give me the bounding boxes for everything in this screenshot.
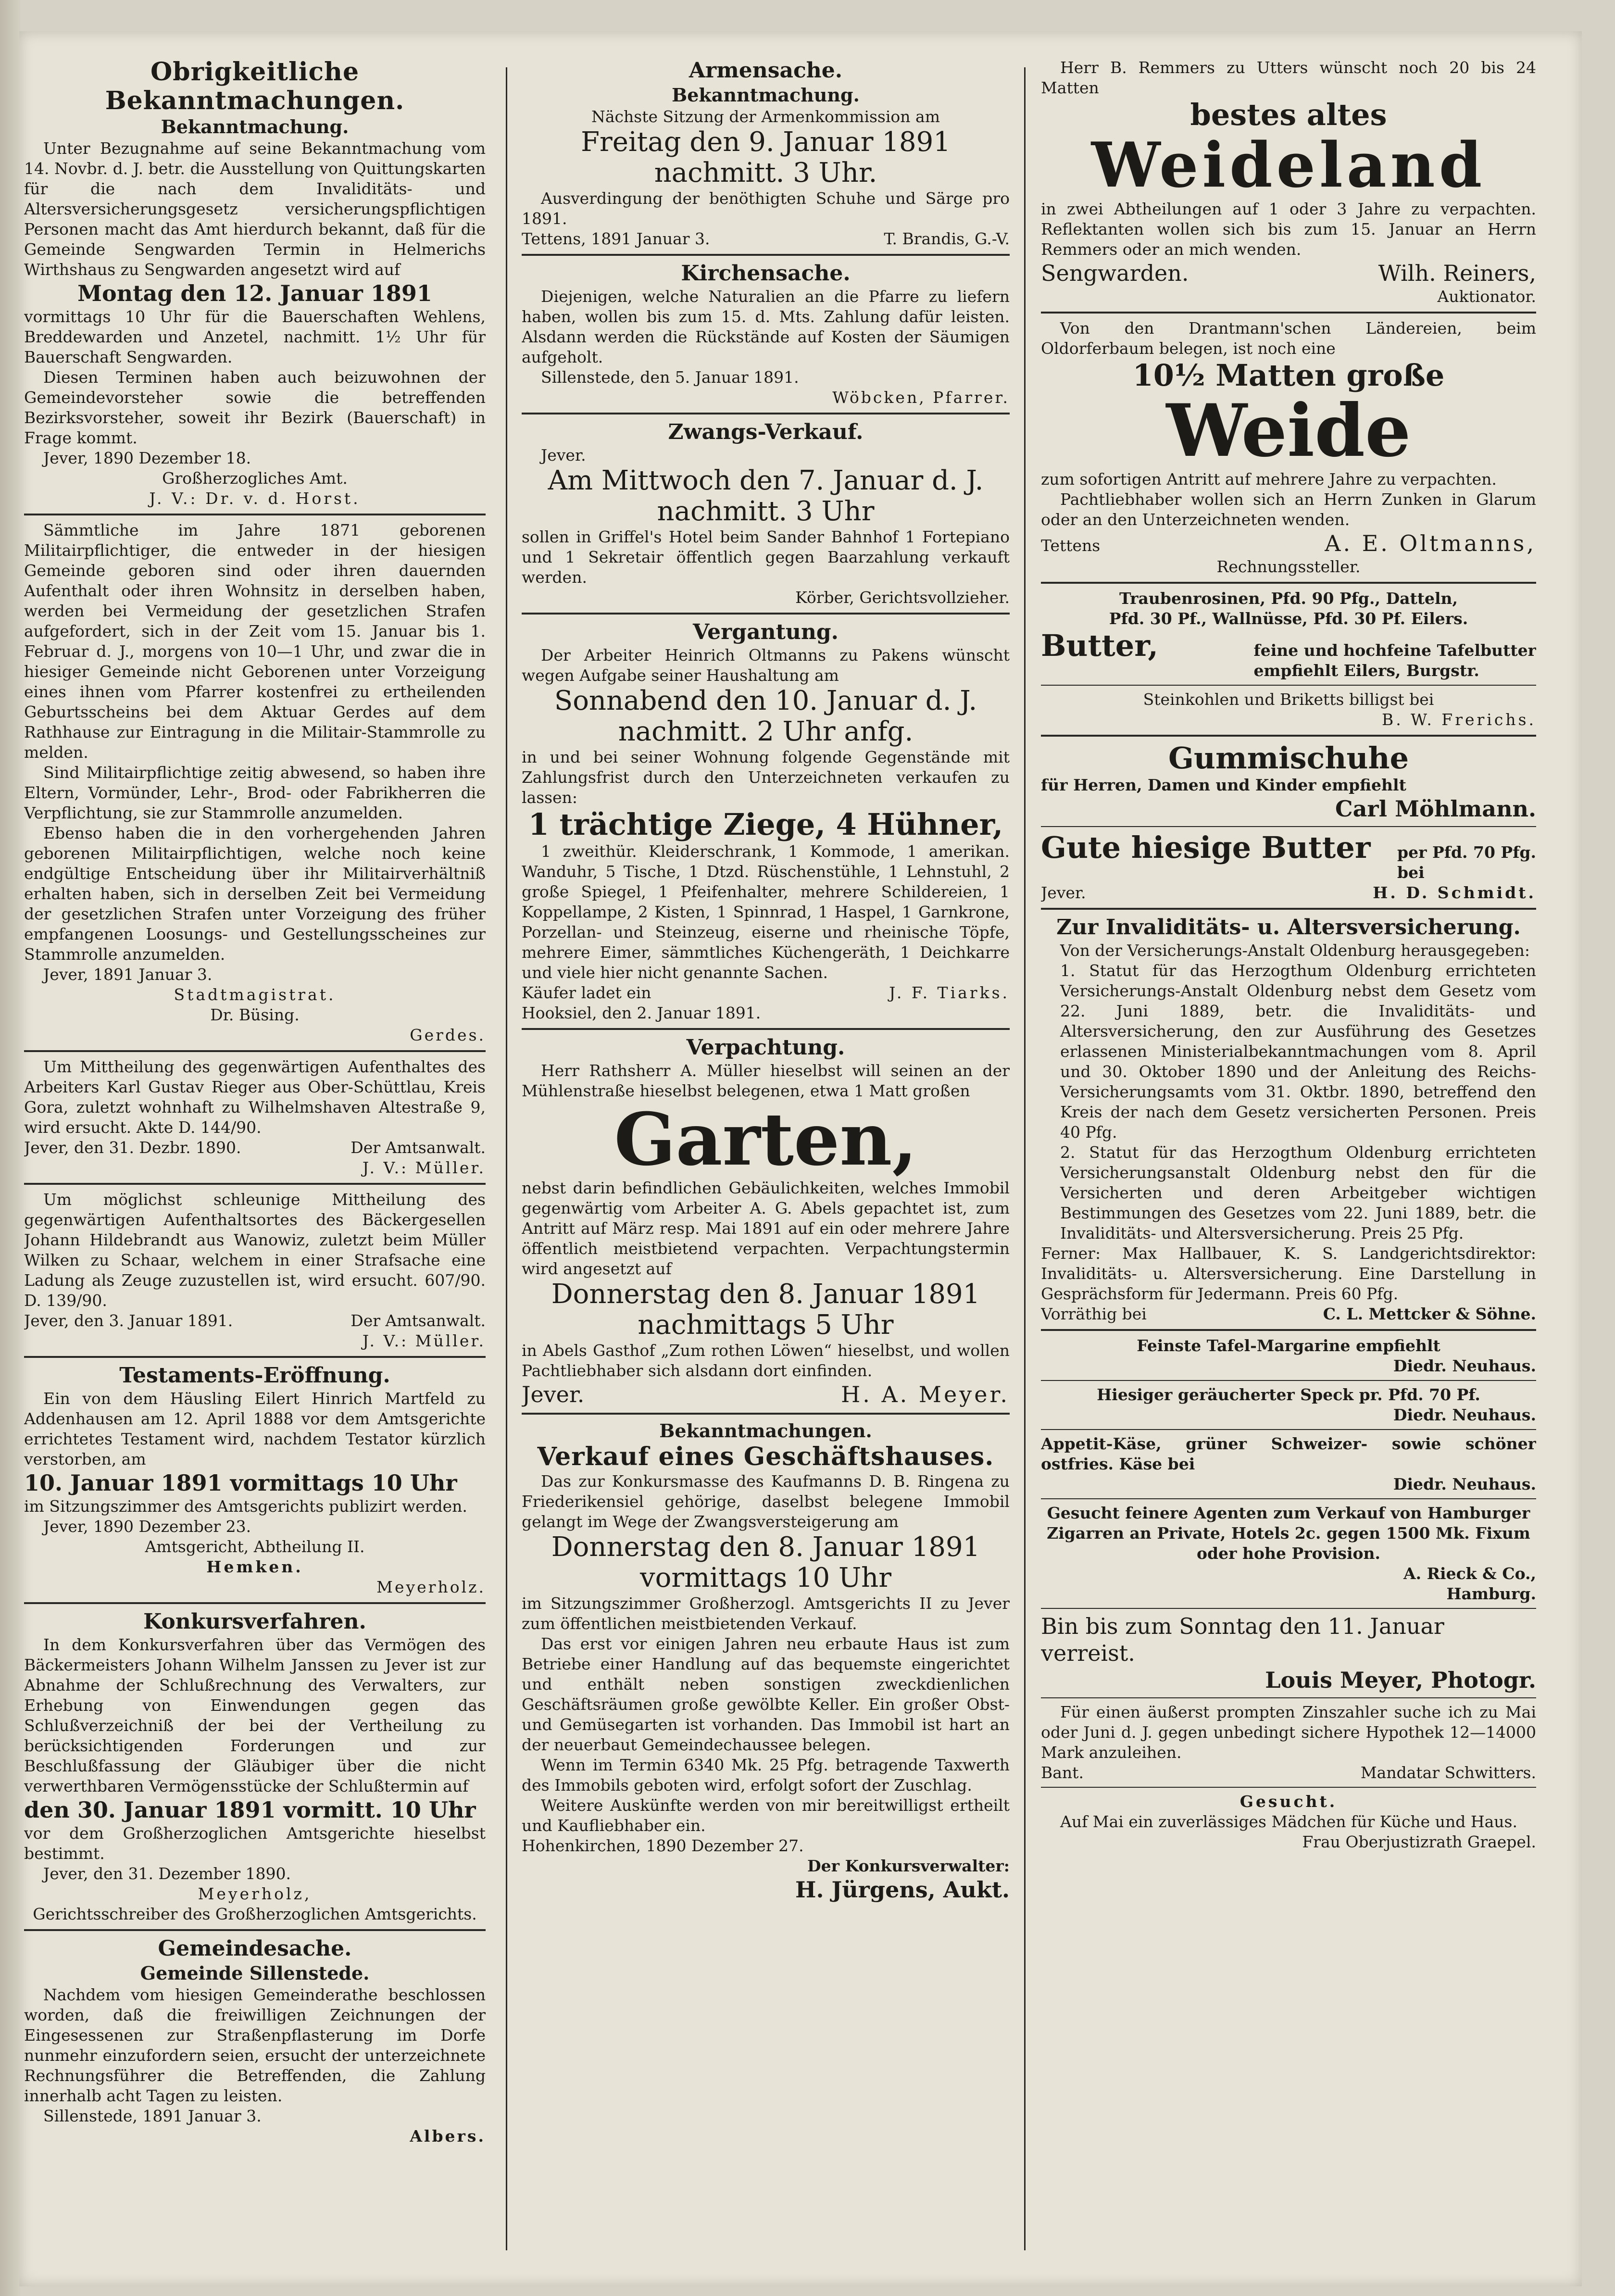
ad-place: Sengwarden. <box>1041 260 1189 286</box>
divider <box>1041 1498 1536 1499</box>
notice-body: Diesen Terminen haben auch beizuwohnen der Gemeindevorsteher sowie die betreffenden Bezirksvorsteher, soweit ihr Bezirk (Bauerschaft) in Frage kommt. <box>24 368 486 447</box>
notice-testament <box>24 1363 486 1597</box>
ad-intro: Von den Drantmann'schen Ländereien, beim Oldorferbaum belegen, ist noch eine <box>1041 319 1536 358</box>
notice-body: in Abels Gasthof „Zum rothen Löwen“ hieselbst, und wollen Pachtliebhaber sich alsdann dort einfinden. <box>522 1341 1010 1380</box>
notice-body: Ebenso haben die in den vorhergehenden Jahren geborenen Militairpflichtigen, welche noch keine endgültige Entscheidung über ihr Militairverhältniß erhalten haben, sich in derselben Zeit bei Vermeidung der gesetzlichen Strafen unter Vorzeigung des früher empfangenen Loosungs- und Gestellungsscheines zur Stammrolle anzumelden. <box>24 824 486 964</box>
notice-place-date: Jever, den 3. Januar 1891. <box>24 1311 233 1330</box>
notice-place: Jever. <box>541 446 586 464</box>
notice-body: Um möglichst schleunige Mittheilung des gegenwärtigen Aufenthaltsortes des Bäckergesellen Johann Hildebrandt aus Wanowiz, zuletzt beim Müller Wilken zu Schaar, welchem in einer Strafsache eine Ladung als Zeuge zuzustellen ist, wird ersucht. 607/90. D. 139/90. <box>24 1190 486 1310</box>
divider <box>1041 582 1536 584</box>
ad-butter-eilers <box>1041 629 1536 681</box>
ad-weideland <box>1041 58 1536 307</box>
ad-place: Bant. <box>1041 1763 1084 1782</box>
divider <box>1041 735 1536 737</box>
notice-signer: T. Brandis, G.-V. <box>884 229 1010 248</box>
notice-date: Freitag den 9. Januar 1891 <box>581 126 951 158</box>
ad-line: Vorräthig bei <box>1041 1305 1147 1323</box>
ad-line: 10½ Matten große <box>1132 358 1445 393</box>
divider <box>1041 1787 1536 1788</box>
divider <box>1041 685 1536 686</box>
notice-place-date: Jever, 1890 Dezember 23. <box>43 1517 251 1536</box>
ad-signer: A. Rieck & Co., <box>1403 1564 1536 1583</box>
notice-quittungskarten <box>24 58 486 509</box>
notice-zwangsverkauf <box>522 419 1010 608</box>
ad-line: feine und hochfeine Tafelbutter <box>1253 641 1536 660</box>
notice-body: Ein von dem Häusling Eilert Hinrich Martfeld zu Addenhausen am 12. April 1888 vor dem Amtsgerichte errichtetes Testament wird, nachdem Testator kürzlich verstorben, am <box>24 1389 486 1468</box>
ad-line: Pfd. 30 Pf., Wallnüsse, Pfd. 30 Pf. Eilers. <box>1109 609 1468 628</box>
notice-rieger <box>24 1057 486 1178</box>
notice-place-date: Hooksiel, den 2. Januar 1891. <box>522 1004 761 1022</box>
notice-body: Ausverdingung der benöthigten Schuhe und Särge pro 1891. <box>522 189 1010 228</box>
notice-geschaeftshaus <box>522 1419 1010 1903</box>
notice-date: den 30. Januar 1891 vormitt. 10 Uhr <box>24 1797 476 1823</box>
notice-date: Donnerstag den 8. Januar 1891 <box>551 1531 980 1563</box>
ad-signer: Carl Möhlmann. <box>1335 796 1536 822</box>
ad-role: Auktionator. <box>1437 287 1536 306</box>
column-3 <box>1041 58 1536 1852</box>
notice-signer: J. V.: Müller. <box>362 1158 486 1177</box>
ad-weide <box>1041 318 1536 577</box>
notice-body: Nächste Sitzung der Armenkommission am <box>591 107 940 126</box>
notice-signer: J. V.: Müller. <box>362 1331 486 1350</box>
notice-signer: Albers. <box>410 2127 486 2145</box>
notice-body: im Sitzungszimmer Großherzogl. Amtsgerichts II zu Jever zum öffentlichen meistbietenden Verkauf. <box>522 1594 1010 1633</box>
notice-office: Der Amtsanwalt. <box>351 1311 486 1330</box>
ad-signer: Diedr. Neuhaus. <box>1393 1475 1536 1493</box>
divider <box>1041 826 1536 827</box>
notice-body: vormittags 10 Uhr für die Bauerschaften Wehlens, Breddewarden und Anzetel, nachmitt. 1½ Uhr für Bauerschaft Sengwarden. <box>24 307 486 366</box>
notice-subheading: Bekanntmachung. <box>672 84 860 106</box>
ad-invaliditaet <box>1041 915 1536 1324</box>
notice-signer: Meyerholz. <box>376 1578 486 1596</box>
notice-office: Der Amtsanwalt. <box>351 1138 486 1157</box>
ad-line: Steinkohlen und Briketts billigst bei <box>1143 690 1434 709</box>
notice-subheading: Bekanntmachungen. <box>659 1420 872 1442</box>
column-2 <box>522 58 1010 1903</box>
notice-signer: J. F. Tiarks. <box>889 983 1010 1002</box>
notice-body: sollen in Griffel's Hotel beim Sander Bahnhof 1 Fortepiano und 1 Sekretair öffentlich gegen Baarzahlung verkauft werden. <box>522 527 1010 587</box>
ad-line: für Herren, Damen und Kinder empfiehlt <box>1041 776 1406 794</box>
notice-signer: Körber, Gerichtsvollzieher. <box>795 588 1010 607</box>
notice-office: Stadtmagistrat. <box>174 985 336 1004</box>
notice-date: 10. Januar 1891 vormittags 10 Uhr <box>24 1470 457 1496</box>
notice-heading: Zwangs-Verkauf. <box>668 420 864 444</box>
notice-date: Donnerstag den 8. Januar 1891 <box>551 1279 980 1310</box>
notice-date: Am Mittwoch den 7. Januar d. J. <box>548 465 984 496</box>
divider <box>1041 312 1536 314</box>
ad-big-word: Butter, <box>1041 628 1158 663</box>
ad-line: Auf Mai ein zuverlässiges Mädchen für Küche und Haus. <box>1060 1812 1517 1831</box>
divider <box>1041 1329 1536 1331</box>
notice-heading: Verpachtung. <box>686 1035 845 1060</box>
notice-place-date: Jever, den 31. Dezbr. 1890. <box>24 1138 241 1157</box>
notice-body: nebst darin befindlichen Gebäulichkeiten, welches Immobil gegenwärtig vom Arbeiter A. G. Abels gepachtet ist, zum Antritt auf März resp. Mai 1891 auf ein oder mehrere Jahre öffentlich meistbietend verpachten. Verpachtungstermin wird angesetzt auf <box>522 1179 1010 1278</box>
ad-rosinen <box>1041 589 1536 629</box>
notice-heading: Konkursverfahren. <box>143 1609 366 1634</box>
ad-signer: A. E. Oltmanns, <box>1325 530 1536 556</box>
divider <box>522 413 1010 414</box>
divider <box>24 514 486 515</box>
notice-place-date: Jever, den 31. Dezember 1890. <box>43 1864 291 1883</box>
notice-body: im Sitzungszimmer des Amtsgerichts publizirt werden. <box>24 1497 467 1516</box>
ad-big-word: Weideland <box>1091 129 1486 201</box>
notice-signer: Meyerholz, <box>198 1884 312 1903</box>
ad-body: zum sofortigen Antritt auf mehrere Jahre zu verpachten. <box>1041 470 1497 489</box>
ad-margarine <box>1041 1336 1536 1376</box>
notice-body: Weitere Auskünfte werden von mir bereitwilligst ertheilt und Kaufliebhaber ein. <box>522 1796 1010 1835</box>
ad-line: Traubenrosinen, Pfd. 90 Pfg., Datteln, <box>1119 589 1458 608</box>
ad-body: in zwei Abtheilungen auf 1 oder 3 Jahre zu verpachten. Reflektanten wollen sich bis zum 15. Januar an Herrn Remmers oder an mich wenden. <box>1041 200 1536 259</box>
ad-place: Hamburg. <box>1446 1584 1536 1603</box>
ad-line: Hiesiger geräucherter Speck pr. Pfd. 70 Pf. <box>1097 1385 1480 1404</box>
notice-time: nachmitt. 3 Uhr <box>657 496 875 527</box>
ad-big-word: Weide <box>1166 389 1411 473</box>
ad-intro: Herr B. Remmers zu Utters wünscht noch 20 bis 24 Matten <box>1041 58 1536 97</box>
ad-line: Appetit-Käse, grüner Schweizer- sowie schöner ostfries. Käse bei <box>1041 1434 1536 1473</box>
divider <box>1041 1608 1536 1609</box>
ad-place: Tettens <box>1041 536 1101 555</box>
page-edge <box>0 0 20 2296</box>
notice-place: Jever. <box>522 1381 585 1407</box>
ad-item: 2. Statut für das Herzogthum Oldenburg errichteten Versicherungsanstalt Oldenburg nebst den für die Versicherten und deren Arbeitgeber wichtigen Bestimmungen des Gesetzes vom 22. Juni 1889, betr. die Invaliditäts- und Altersversicherung. Preis 25 Pfg. <box>1060 1143 1536 1242</box>
notice-body: Herr Rathsherr A. Müller hieselbst will seinen an der Mühlenstraße hieselbst belegenen, etwa 1 Matt großen <box>522 1061 1010 1100</box>
ad-signer: H. D. Schmidt. <box>1373 883 1536 902</box>
notice-signer: Dr. Büsing. <box>210 1005 300 1024</box>
divider <box>24 1183 486 1185</box>
ad-item: Ferner: Max Hallbauer, K. S. Landgerichtsdirektor: Invaliditäts- u. Altersversicherung. Eine Darstellung in Gesprächsform für Jedermann. Preis 60 Pfg. <box>1041 1244 1536 1303</box>
divider <box>24 1356 486 1358</box>
notice-date: Sonnabend den 10. Januar d. J. <box>554 685 977 716</box>
ad-gesucht <box>1041 1792 1536 1852</box>
notice-militair <box>24 520 486 1045</box>
column-divider <box>506 67 507 2250</box>
ad-line: empfiehlt Eilers, Burgstr. <box>1253 661 1479 680</box>
notice-office: Großherzogliches Amt. <box>162 469 348 488</box>
ad-steinkohlen <box>1041 690 1536 730</box>
notice-body: Wenn im Termin 6340 Mk. 25 Pfg. betragende Taxwerth des Immobils geboten wird, erfolgt sofort der Zuschlag. <box>522 1756 1010 1794</box>
divider <box>522 1028 1010 1030</box>
ad-gute-butter <box>1041 831 1536 903</box>
notice-konkurs <box>24 1609 486 1924</box>
ad-signer: B. W. Frerichs. <box>1381 710 1536 729</box>
notice-heading: Testaments-Eröffnung. <box>119 1363 390 1388</box>
ad-line: bestes altes <box>1190 97 1387 132</box>
notice-place-date: Tettens, 1891 Januar 3. <box>522 229 710 248</box>
section-heading: Obrigkeitliche Bekanntmachungen. <box>105 58 405 115</box>
divider <box>1041 1380 1536 1381</box>
notice-heading: Kirchensache. <box>681 261 851 286</box>
ad-signer: Mandatar Schwitters. <box>1360 1763 1536 1782</box>
notice-signer: Wöbcken, Pfarrer. <box>832 388 1010 407</box>
ad-hypothek <box>1041 1702 1536 1783</box>
ad-line: Gesucht feinere Agenten zum Verkauf von Hamburger Zigarren an Private, Hotels 2c. gegen 1500 Mk. Fixum oder hohe Provision. <box>1047 1504 1530 1563</box>
ad-signer: Frau Oberjustizrath Graepel. <box>1302 1832 1536 1851</box>
ad-gummischuhe <box>1041 741 1536 822</box>
notice-vergantung <box>522 619 1010 1023</box>
ad-signer: Louis Meyer, Photogr. <box>1265 1667 1536 1693</box>
divider <box>24 1929 486 1931</box>
notice-signer: Hemken. <box>206 1557 303 1576</box>
ad-place: Jever. <box>1041 883 1086 902</box>
notice-body: Diejenigen, welche Naturalien an die Pfarre zu liefern haben, wollen bis zum 15. d. Mts. Zahlung dafür leisten. Alsdann werden die Rückstände auf Kosten der Säumigen aufgeholt. <box>522 287 1010 366</box>
notice-body: Nachdem vom hiesigen Gemeinderathe beschlossen worden, daß die freiwilligen Zeichnungen der Eingesessenen zur Straßenpflasterung im Dorfe nunmehr einzufordern seien, ersucht der unterzeichnete Rechnungsführer die Betreffenden, die Zahlung innerhalb acht Tagen zu leisten. <box>24 1985 486 2105</box>
ad-big-word: Gummischuhe <box>1168 740 1409 776</box>
notice-heading: Armensache. <box>689 58 843 83</box>
notice-signer: H. A. Meyer. <box>841 1381 1010 1407</box>
notice-hildebrandt <box>24 1190 486 1351</box>
notice-body: Unter Bezugnahme auf seine Bekanntmachung vom 14. Novbr. d. J. betr. die Ausstellung von Quittungskarten für die nach dem Invaliditäts- und Altersversicherungsgesetz versicherungspflichtigen Personen macht das Amt hierdurch bekannt, daß für die Gemeinde Sengwarden Termin in Helmerichs Wirthshaus zu Sengwarden angesetzt wird auf <box>24 139 486 279</box>
divider <box>1041 908 1536 910</box>
notice-place-date: Sillenstede, 1891 Januar 3. <box>43 2107 262 2125</box>
ad-signer: Diedr. Neuhaus. <box>1393 1356 1536 1375</box>
column-1 <box>24 58 486 2146</box>
notice-date: Montag den 12. Januar 1891 <box>77 280 432 306</box>
ad-verreist <box>1041 1613 1536 1694</box>
ad-signer: Wilh. Reiners, <box>1378 260 1536 286</box>
notice-place-date: Jever, 1891 Januar 3. <box>43 965 213 984</box>
notice-body: in und bei seiner Wohnung folgende Gegenstände mit Zahlungsfrist durch den Unterzeichneten verkaufen zu lassen: <box>522 748 1010 807</box>
notice-big-word: Garten, <box>614 1097 917 1182</box>
ad-kaese <box>1041 1434 1536 1494</box>
notice-body: Das erst vor einigen Jahren neu erbaute Haus ist zum Betriebe einer Handlung auf das bequemste eingerichtet und enthält neben sonstigen zweckdienlichen Geschäftsräumen große gewölbte Keller. Ein großer Obst- und Gemüsegarten ist vorhanden. Das Immobil ist hart an der neuerbaut Gemeindechaussee belegen. <box>522 1634 1010 1754</box>
ad-agenten <box>1041 1503 1536 1604</box>
notice-place-date: Jever, 1890 Dezember 18. <box>43 449 251 467</box>
ad-heading: Gesucht. <box>1239 1792 1338 1811</box>
notice-time: nachmittags 5 Uhr <box>638 1309 894 1341</box>
notice-signer: J. V.: Dr. v. d. Horst. <box>149 489 361 508</box>
notice-place-date: Hohenkirchen, 1890 Dezember 27. <box>522 1836 804 1855</box>
notice-body: Der Arbeiter Heinrich Oltmanns zu Pakens wünscht wegen Aufgabe seiner Haushaltung am <box>522 646 1010 685</box>
divider <box>24 1050 486 1052</box>
ad-role: Rechnungssteller. <box>1216 557 1361 576</box>
notice-office: Amtsgericht, Abtheilung II. <box>145 1537 365 1556</box>
notice-subheading: Bekanntmachung. <box>161 116 349 138</box>
notice-office: Gerichtsschreiber des Großherzoglichen Amtsgerichts. <box>33 1905 477 1923</box>
notice-kirchensache <box>522 261 1010 408</box>
notice-body: Das zur Konkursmasse des Kaufmanns D. B. Ringena zu Friederikensiel gehörige, daselbst belegene Immobil gelangt im Wege der Zwangsversteigerung am <box>522 1472 1010 1531</box>
ad-line: bei <box>1397 863 1425 882</box>
divider <box>522 613 1010 615</box>
notice-subheading: Gemeinde Sillenstede. <box>140 1962 370 1984</box>
ad-line: per Pfd. 70 Pfg. <box>1397 843 1536 862</box>
notice-gemeinde <box>24 1936 486 2146</box>
divider <box>522 1413 1010 1415</box>
notice-time: vormittags 10 Uhr <box>639 1562 891 1593</box>
divider <box>1041 1697 1536 1698</box>
notice-signer: Gerdes. <box>410 1026 486 1044</box>
ad-speck <box>1041 1385 1536 1425</box>
notice-time: nachmitt. 3 Uhr. <box>654 157 877 188</box>
divider <box>1041 1429 1536 1430</box>
notice-body: In dem Konkursverfahren über das Vermögen des Bäckermeisters Johann Wilhelm Janssen zu Jever ist zur Abnahme der Schlußrechnung des Verwalters, zur Erhebung von Einwendungen gegen das Schlußverzeichniß der bei der Vertheilung zu berücksichtigenden Forderungen und zur Beschlußfassung der Gläubiger über die nicht verwerthbaren Vermögensstücke der Schlußtermin auf <box>24 1635 486 1795</box>
column-divider <box>1024 67 1026 2250</box>
ad-signer: C. L. Mettcker & Söhne. <box>1323 1305 1536 1323</box>
ad-signer: Diedr. Neuhaus. <box>1393 1405 1536 1424</box>
notice-body: 1 zweithür. Kleiderschrank, 1 Kommode, 1 amerikan. Wanduhr, 5 Tische, 1 Dtzd. Rüschenstühle, 1 Lehnstuhl, 2 große Spiegel, 1 Pfeifenhalter, mehrere Schildereien, 1 Koppellampe, 2 Kisten, 1 Spinnrad, 1 Haspel, 1 Garnkrone, Porzellan- und Steinzeug, eiserne und rheinische Töpfe, mehrere Eimer, sämmtliches Küchengeräth, 1 Deichkarre und viele hier nicht genannte Sachen. <box>522 842 1010 982</box>
ad-line: Für einen äußerst prompten Zinszahler suche ich zu Mai oder Juni d. J. gegen unbedingt sichere Hypothek 12—14000 Mark anzuleihen. <box>1041 1703 1536 1762</box>
notice-place-date: Sillenstede, den 5. Januar 1891. <box>541 368 799 387</box>
notice-signer: H. Jürgens, Aukt. <box>795 1877 1010 1903</box>
ad-heading: Zur Invaliditäts- u. Altersversicherung. <box>1056 915 1521 940</box>
notice-body: vor dem Großherzoglichen Amtsgerichte hieselbst bestimmt. <box>24 1824 486 1863</box>
notice-heading: Vergantung. <box>693 620 839 644</box>
ad-line: Bin bis zum Sonntag den 11. Januar verreist. <box>1041 1613 1444 1666</box>
notice-heading: Gemeindesache. <box>158 1936 352 1961</box>
notice-body: Sind Militairpflichtige zeitig abwesend, so haben ihre Eltern, Vormünder, Lehr-, Brod- oder Fabrikherren die Verpflichtung, sie zur Stammrolle anzumelden. <box>24 763 486 822</box>
notice-buyers: Käufer ladet ein <box>522 983 651 1002</box>
notice-body: Um Mittheilung des gegenwärtigen Aufenthaltes des Arbeiters Karl Gustav Rieger aus Ober-Schüttlau, Kreis Gora, zuletzt wohnhaft zu Wilhelmshaven Altestraße 9, wird ersucht. Akte D. 144/90. <box>24 1057 486 1137</box>
notice-heading: Verkauf eines Geschäftshauses. <box>537 1442 994 1471</box>
ad-body: Pachtliebhaber wollen sich an Herrn Zunken in Glarum oder an den Unterzeichneten wenden. <box>1041 490 1536 529</box>
ad-big-word: Gute hiesige Butter <box>1041 830 1371 865</box>
divider <box>24 1602 486 1604</box>
ad-line: Feinste Tafel-Margarine empfiehlt <box>1137 1336 1440 1355</box>
divider <box>522 254 1010 256</box>
notice-items: 1 trächtige Ziege, 4 Hühner, <box>528 807 1003 842</box>
notice-time: nachmitt. 2 Uhr anfg. <box>618 716 914 747</box>
notice-office: Der Konkursverwalter: <box>807 1857 1010 1875</box>
notice-verpachtung <box>522 1035 1010 1408</box>
ad-intro: Von der Versicherungs-Anstalt Oldenburg herausgegeben: <box>1060 941 1530 960</box>
ad-item: 1. Statut für das Herzogthum Oldenburg errichteten Versicherungs-Anstalt Oldenburg nebst dem Gesetz vom 22. Juni 1889, betr. die Invaliditäts- und Altersversicherung, den zur Ausführung des Gesetzes erlassenen Ministerialbekanntmachungen vom 8. April und 30. Oktober 1890 und der Anleitung des Reichs-Versicherungsamts vom 31. Oktbr. 1890, betreffend den Kreis der nach dem Gesetz versicherten Personen. Preis 40 Pfg. <box>1060 961 1536 1142</box>
notice-body: Sämmtliche im Jahre 1871 geborenen Militairpflichtiger, die entweder in der hiesigen Gemeinde geboren sind oder ihren dauernden Aufenthalt oder ihren Wohnsitz in derselben haben, werden bei Vermeidung der gesetzlichen Strafen aufgefordert, sich in der Zeit vom 15. Januar bis 1. Februar d. J., morgens von 10—1 Uhr, und zwar die in hiesiger Gemeinde nicht Geborenen unter Vorzeigung eines ihnen vom Pfarrer kostenfrei zu ertheilenden Geburtsscheins bei dem Aktuar Gerdes auf dem Rathhause zur Eintragung in die Militair-Stammrolle zu melden. <box>24 521 486 762</box>
notice-armensache <box>522 58 1010 249</box>
